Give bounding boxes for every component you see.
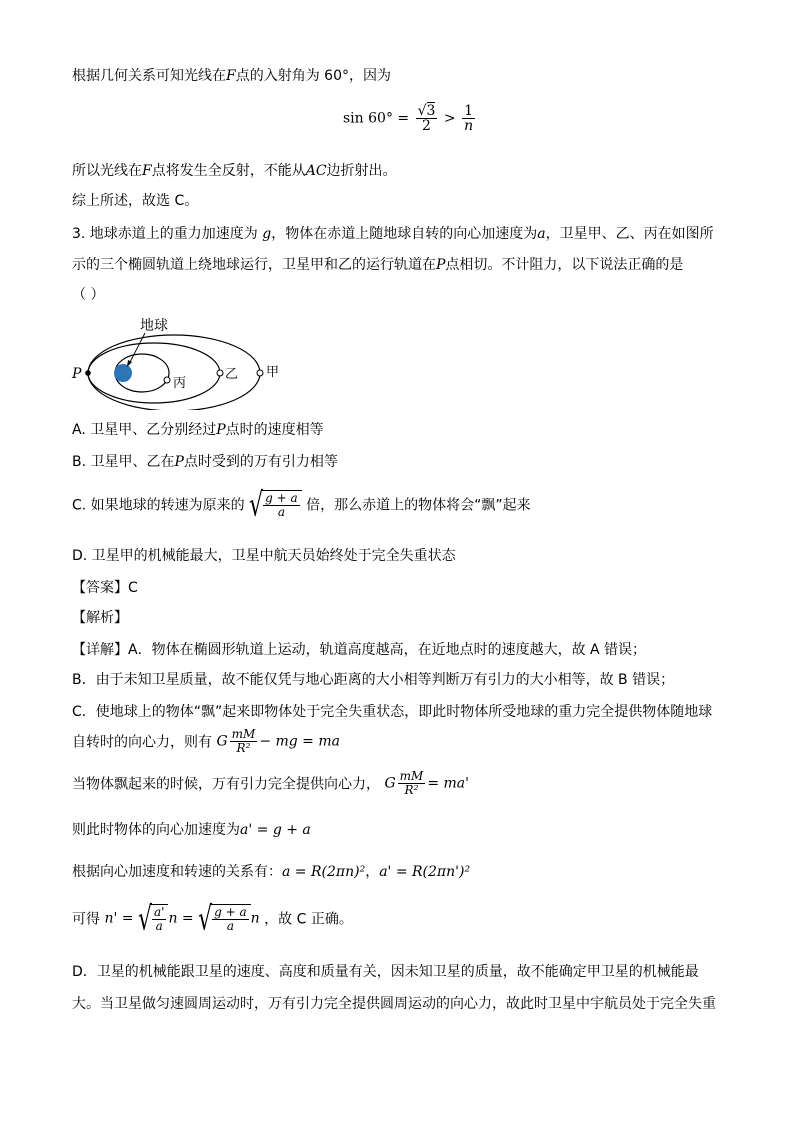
text: D．卫星的机械能跟卫星的速度、高度和质量有关，因未知卫星的质量，故不能确定甲卫星的机械能最 xyxy=(72,964,699,980)
detail-D-1 xyxy=(72,962,699,982)
detail-D-2 xyxy=(72,994,716,1014)
option-C xyxy=(72,486,531,525)
label-P: P xyxy=(72,366,82,382)
text: B. 卫星甲、乙在 xyxy=(72,454,175,470)
orbit-yi xyxy=(88,343,220,403)
text: 所以光线在 xyxy=(72,163,142,179)
analysis-heading xyxy=(72,608,128,628)
satellite-jia xyxy=(257,370,263,376)
earth-pointer-arrow xyxy=(127,360,132,367)
num: 3 xyxy=(426,103,436,119)
text: 【详解】A．物体在椭圆形轨道上运动，轨道高度越高，在近地点时的速度越大，故 A 错误； xyxy=(72,642,647,658)
answer-blank: （ ） xyxy=(72,287,105,303)
eq-lhs: sin 60° = xyxy=(343,110,410,127)
den: a xyxy=(155,919,163,933)
equation-a-prime: a' = R(2πn')² xyxy=(379,864,471,880)
text: 点时的速度相等 xyxy=(225,422,324,438)
var-P: P xyxy=(174,454,184,470)
text: 示的三个椭圆轨道上绕地球运行，卫星甲和乙的运行轨道在 xyxy=(72,257,436,273)
var-G: G xyxy=(384,775,396,792)
text: 根据几何关系可知光线在 xyxy=(72,68,226,84)
sqrt-g-plus-a-over-a: √ $\frac{g + a}{a}$ xyxy=(198,904,251,933)
eq-rest: − mg = ma xyxy=(259,733,340,750)
num: 1 xyxy=(462,104,475,119)
option-B xyxy=(72,452,338,472)
var-F: F xyxy=(142,163,152,179)
text: B．由于未知卫星质量，故不能仅凭与地心距离的大小相等判断万有引力的大小相等，故 B 错误； xyxy=(72,672,675,688)
text: 点将发生全反射，不能从 xyxy=(151,163,306,179)
den: a xyxy=(277,505,286,519)
var-g: g xyxy=(262,226,272,242)
label-bing: 丙 xyxy=(173,376,187,391)
text: 可得 xyxy=(72,911,100,928)
eq-lhs: n' = xyxy=(104,910,134,927)
num: g + a xyxy=(214,905,247,919)
detail-C-1 xyxy=(72,702,712,722)
detail-B xyxy=(72,670,674,690)
label-jia: 甲 xyxy=(266,365,280,380)
equation-a: a = R(2πn)² xyxy=(282,864,366,880)
text: D. 卫星甲的机械能最大，卫星中航天员始终处于完全失重状态 xyxy=(72,548,456,564)
label-yi: 乙 xyxy=(225,367,239,382)
text: 倍，那么赤道上的物体将会“飘”起来 xyxy=(306,497,531,514)
text-line-3 xyxy=(72,191,198,211)
eq-mid: n = xyxy=(168,910,194,927)
gt-sign: > xyxy=(443,110,456,127)
den: a xyxy=(226,919,234,933)
detail-C-6 xyxy=(72,900,353,939)
text: 3. 地球赤道上的重力加速度为 xyxy=(72,226,258,242)
earth xyxy=(114,364,132,382)
text: 自转时的向心力，则有 xyxy=(72,734,212,751)
den: R² xyxy=(404,783,419,797)
var-AC: AC xyxy=(305,163,327,179)
var-F: F xyxy=(226,68,236,84)
detail-C-5 xyxy=(72,862,470,882)
num: a' xyxy=(153,905,165,919)
text: 【解析】 xyxy=(72,610,128,626)
sqrt-a-prime-over-a: √ $\frac{a'}{a}$ xyxy=(138,904,168,933)
earth-pointer xyxy=(129,333,145,364)
text-line-1 xyxy=(72,66,391,86)
detail-C-4 xyxy=(72,820,311,840)
den: n xyxy=(464,118,474,134)
question-3-line-2 xyxy=(72,255,683,275)
question-3-paren xyxy=(72,285,104,305)
eq-rest: = ma' xyxy=(427,775,469,792)
text: ，故 C 正确。 xyxy=(264,911,353,928)
point-P xyxy=(85,370,91,376)
detail-A xyxy=(72,640,646,660)
detail-C-2 xyxy=(72,728,340,755)
var-a: a xyxy=(537,226,546,242)
equation-sin60 xyxy=(343,104,477,133)
var-G: G xyxy=(216,733,228,750)
text: ，物体在赤道上随地球自转的向心加速度为 xyxy=(271,226,538,242)
text: 大。当卫星做匀速圆周运动时，万有引力完全提供圆周运动的向心力，故此时卫星中宇航员处于完全失重 xyxy=(72,996,716,1012)
question-3-line-1 xyxy=(72,224,714,244)
fraction-sqrt3-over-2: $\frac{√3}{2}$ xyxy=(417,103,436,134)
option-D xyxy=(72,546,456,566)
text: 综上所述，故选 C。 xyxy=(72,193,199,209)
text: 则此时物体的向心加速度为 xyxy=(72,822,240,838)
fraction-1-over-n xyxy=(462,104,475,133)
label-earth: 地球 xyxy=(140,318,168,334)
den: R² xyxy=(236,741,251,755)
equation: a' = g + a xyxy=(240,822,311,838)
text-line-2 xyxy=(72,161,397,181)
text: 点时受到的万有引力相等 xyxy=(183,454,338,470)
option-A xyxy=(72,420,324,440)
text: 当物体飘起来的时候，万有引力完全提供向心力， xyxy=(72,776,380,793)
sqrt-g-plus-a-over-a: √ $\frac{g + a}{a}$ xyxy=(249,490,302,519)
separator: ， xyxy=(365,864,380,880)
text: A. 卫星甲、乙分别经过 xyxy=(72,422,217,438)
text: 点的入射角为 60°，因为 xyxy=(235,68,391,84)
num: g + a xyxy=(265,491,298,505)
orbit-diagram xyxy=(66,310,296,410)
satellite-yi xyxy=(217,370,223,376)
detail-C-3 xyxy=(72,770,469,797)
satellite-bing xyxy=(164,377,170,383)
answer-line xyxy=(72,578,138,598)
num: mM xyxy=(399,769,424,783)
text: 【答案】C xyxy=(72,580,138,596)
eq-end: n xyxy=(250,910,260,927)
text: C．使地球上的物体“飘”起来即物体处于完全失重状态，即此时物体所受地球的重力完全提供物体随地球 xyxy=(72,704,713,720)
den: 2 xyxy=(422,118,431,134)
num: mM xyxy=(231,727,256,741)
text: 根据向心加速度和转速的关系有： xyxy=(72,864,282,880)
text: C. 如果地球的转速为原来的 xyxy=(72,497,245,514)
text: 边折射出。 xyxy=(326,163,397,179)
text: 点相切。不计阻力，以下说法正确的是 xyxy=(445,257,684,273)
var-P: P xyxy=(436,257,446,273)
text: ，卫星甲、乙、丙在如图所 xyxy=(545,226,714,242)
var-P: P xyxy=(216,422,226,438)
